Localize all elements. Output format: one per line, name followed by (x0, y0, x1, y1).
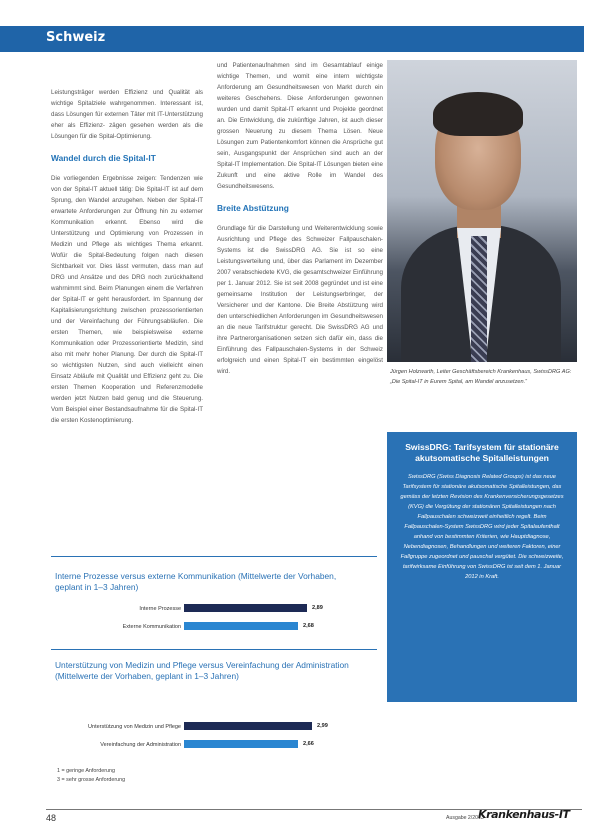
chart-divider (51, 649, 377, 650)
intro-paragraph: Leistungsträger werden Effizienz und Qualität als wichtige Spitalziele wahrgenommen. Interessant ist, dass Lösungen für externen Täter mit IT-Unterstützung eher als Effizienz- zägen gesehen werden als die Lösungen für die Spital-Optimierung. (51, 89, 203, 140)
chart-divider (51, 556, 377, 557)
issue-label: Ausgabe 2/2013 (446, 815, 484, 821)
chart-2-value-0: 2,99 (317, 723, 328, 729)
section-title: Schweiz (46, 30, 106, 45)
chart-2-bar-0 (184, 722, 312, 730)
article-column-middle (217, 60, 383, 377)
chart-2-title: Unterstützung von Medizin und Pflege versus Vereinfachung der Administration (Mittelwerte der Vorhaben, geplant in 1–3 Jahren) (55, 660, 349, 681)
portrait-photo (387, 60, 577, 362)
subheading-wandel: Wandel durch die Spital-IT (51, 153, 156, 163)
subheading-abstuetzung: Breite Abstützung (217, 203, 289, 213)
page-number: 48 (46, 813, 57, 823)
photo-caption: Jürgen Holzwarth, Leiter Geschäftsbereich Krankenhaus, SwissDRG AG: „Die Spital-IT in Eurem Spital, am Wandel anzusetzen.“ (390, 369, 572, 385)
chart-1-value-0: 2,89 (312, 605, 323, 611)
body-paragraph: und Patientenaufnahmen sind im Gesamtablauf einige wichtige Themen, und womit eine intern wichtigste Anforderung am Gesundheitswesen von Markt durch ein weiteres Geschehens. Diese Anforderungen gewonnen wurden und damit Spital-IT erkannt und Projekte geordnet an. Die Entwicklung, die zukünftige Jahren, ist auch dieser grossen Neuerung zu diesem Thema Lösen. Neue Lösungen zum Patientenkomfort können die Ansprüche gut sein, Ausgangspunkt der Ansprüchen sind auch an der Spital-IT Implementation. Die Spital-IT Lösungen bieten eine Zukunft und eine aktive Rolle im Wandel des Gesundheitswesens. (217, 62, 383, 190)
chart-legend (57, 767, 125, 785)
chart-1-title: Interne Prozesse versus externe Kommunikation (Mittelwerte der Vorhaben, geplant in 1–3 Jahren) (55, 571, 337, 592)
chart-2-bar-1 (184, 740, 298, 748)
legend-line: 1 = geringe Anforderung (57, 768, 115, 774)
chart-2-label-0: Unterstützung von Medizin und Pflege (88, 724, 181, 730)
chart-1-bar-1 (184, 622, 298, 630)
body-paragraph: Grundlage für die Darstellung und Weiterentwicklung sowie Ausrichtung und Pflege des Schweizer Fallpauschalen-Systems ist die SwissDRG AG. Sie ist so eine Leistungsverteilung und, über das Parlament im Dezember 2007 verabschiedete KVG, die gesamtschweizer Einführung per 1. Januar 2012. Sie ist seit 2008 gegründet und ist eine gemeinsame Institution der Leistungserbringer, der Versicherer und der Kantone. Die Breite Abstützung wird den unterschiedlichen Anforderungen im Gesundheitswesen an die neue Tarifstruktur gerecht. Die SwissDRG AG und ihre Partnerorganisationen setzen sich dafür ein, dass die Einführung des Fallpauschalen-Systems in der Schweiz erfolgreich und einen Spital-IT ein bestimmten eingelöst wird. (217, 225, 383, 375)
chart-2-label-1: Vereinfachung der Administration (100, 742, 181, 748)
info-box-title: SwissDRG: Tarifsystem für stationäre akutsomatische Spitalleistungen (405, 442, 559, 463)
chart-1-bar-0 (184, 604, 307, 612)
chart-1-label-0: Interne Prozesse (139, 606, 181, 612)
article-column-left (51, 87, 203, 426)
chart-2-value-1: 2,66 (303, 741, 314, 747)
chart-1-label-1: Externe Kommunikation (122, 624, 181, 630)
magazine-logo: Krankenhaus-IT (478, 808, 570, 821)
info-box-text: SwissDRG (Swiss Diagnosis Related Groups) ist das neue Tarifsystem für stationäre akutsomatische Spitalleistungen, das gemäss der letzten Revision des Krankenversicherungsgesetzes (KVG) die Vergütung der stationären Spitalleistungen nach Fallpauschalen schweizweit einheitlich regelt. Beim Fallpauschalen-System SwissDRG wird jeder Spitalaufenthalt anhand von bestimmten Kriterien, wie Hauptdiagnose, Nebendiagnosen, Behandlungen und weiteren Faktoren, einer Fallgruppe zugeordnet und pauschal vergütet. Die schweizweite, tarifwirksame Einführung von SwissDRG ist seit dem 1. Januar 2012 in Kraft. (400, 474, 564, 580)
section-header (0, 26, 584, 52)
photo-tie (471, 236, 487, 362)
body-paragraph: Die vorliegenden Ergebnisse zeigen: Tendenzen wie von der Spital-IT aktuell tätig: Die Spital-IT ist auf dem Sprung, den Wandel anzugehen. Neben der Spital-IT erwartete Anforderungen zur Öffnung hin zu externer Kommunikation erkennt. Ebenso wird die Unterstützung und Optimierung von Prozessen in Medizin und Pflege als wichtiges Thema erkannt. Wofür die Spital-Bedeutung folgen nach diesen Sichtbarkeit vor. Dies lässt vermuten, dass man auf DRG und Ansätze und des DRG noch zurückhaltend wahrnimmt sind. Beim Planungen einem die Verfahren der Spital-IT er geht herausfordert. Im Spannung der Kapitalisierungsrichtung zwischen prozessorientierten und der Vereinfachung der Führungsabläufen. Die ersten Themen, wie beispielsweise externe Kommunikation oder Prozessorientierte Medizin, sind also mit mehr hoher Planung. Der durch die Spital-IT so wichtigsten Nutzen, sind auch vielleicht einen Einsatz Abläufe mit Qualität und Effizienz geht zu. Die ersten Themen Kooperation und Referenzmodelle werden jetzt Nutzen bald genug und die Steuerung. Vom Beispiel einer Bestandsaufnahme für die Spital-IT die ersten Kostenoptimierung. (51, 175, 203, 424)
photo-hair (433, 92, 523, 136)
legend-line: 3 = sehr grosse Anforderung (57, 777, 126, 783)
info-box (387, 432, 577, 702)
chart-1-value-1: 2,68 (303, 623, 314, 629)
